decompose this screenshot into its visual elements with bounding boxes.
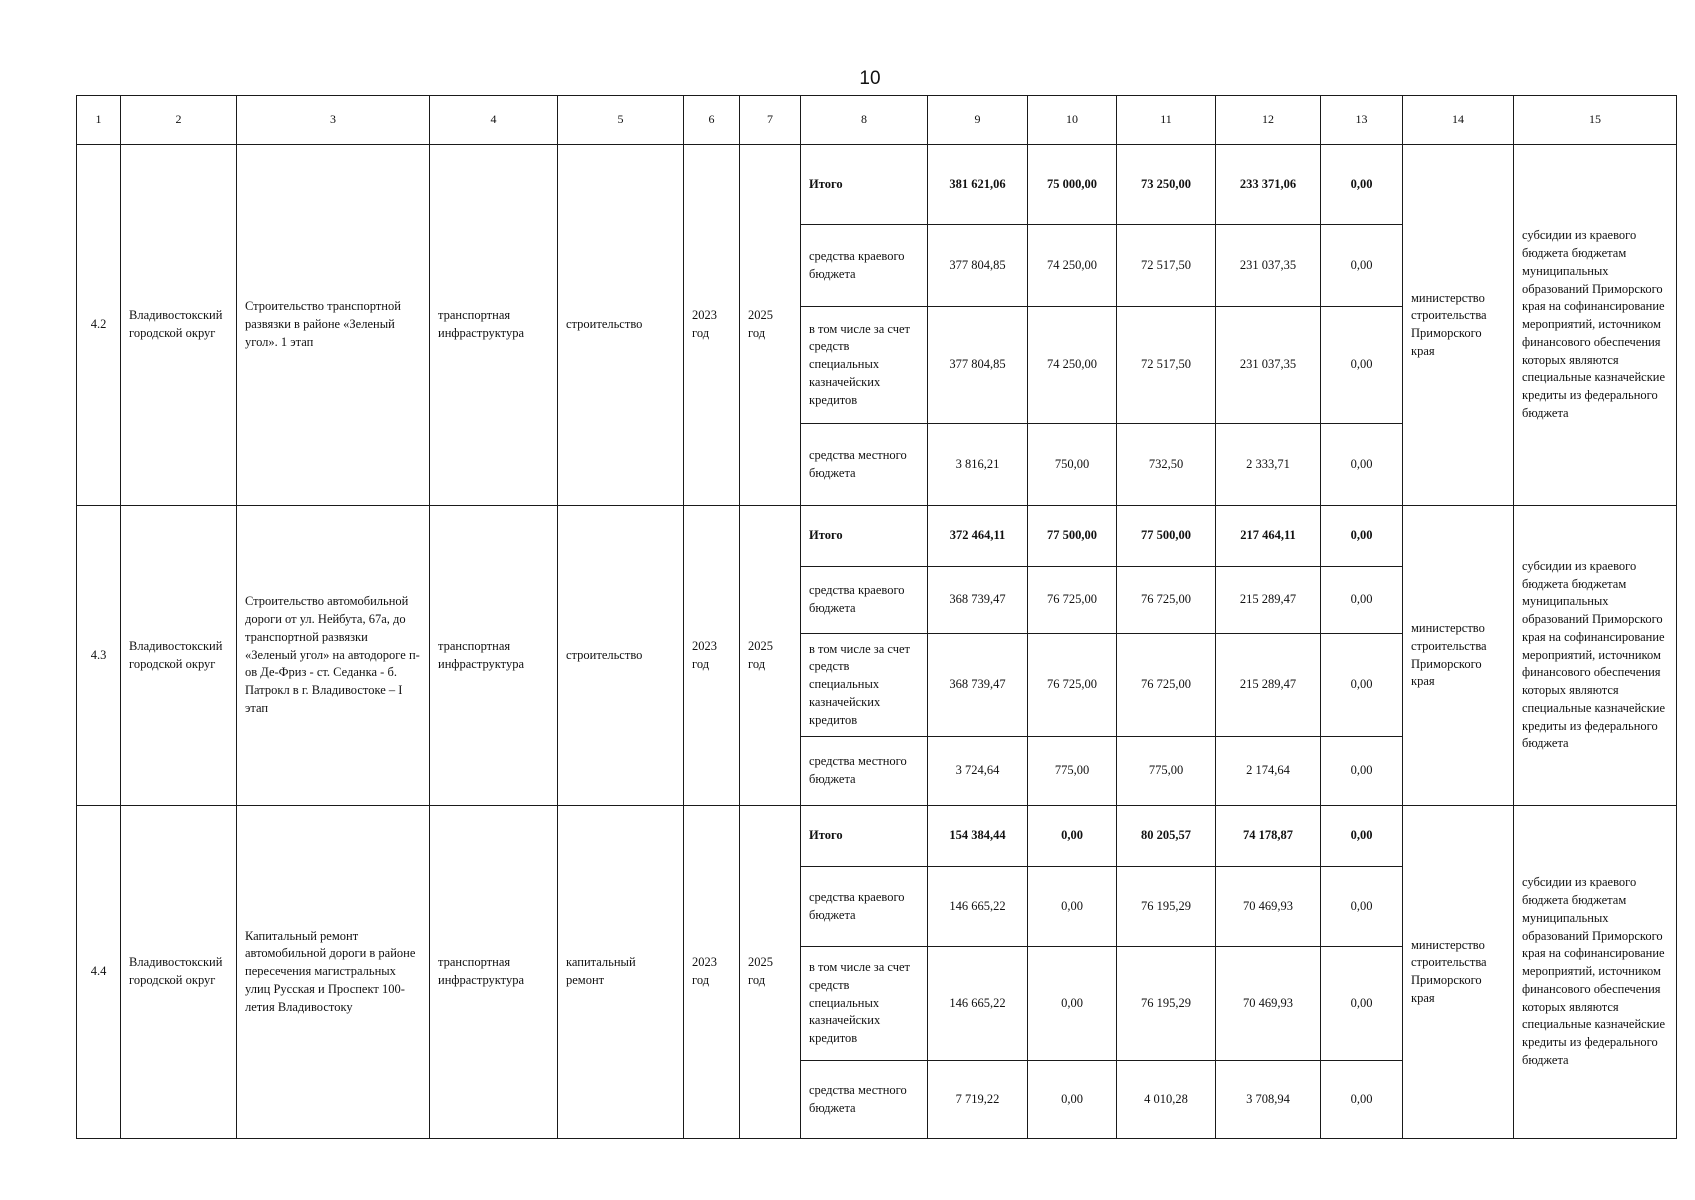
municipality: Владивостокский городской округ [121, 145, 237, 506]
funding-source: средства местного бюджета [801, 737, 928, 806]
funding-note: субсидии из краевого бюджета бюджетам муниципальных образований Приморского края на софинансирование мероприятий, источником финансового обеспечения которых являются специальные казначейские кредиты из федерального бюджета [1514, 806, 1677, 1139]
amount-col11: 76 725,00 [1117, 634, 1216, 737]
start-year: 2023 год [684, 806, 740, 1139]
amount-col12: 70 469,93 [1216, 947, 1321, 1061]
amount-col12: 217 464,11 [1216, 506, 1321, 567]
amount-col11: 73 250,00 [1117, 145, 1216, 225]
table-row [77, 145, 1677, 225]
amount-col11: 76 725,00 [1117, 567, 1216, 634]
work-type: строительство [558, 506, 684, 806]
column-header: 14 [1403, 96, 1514, 145]
start-year: 2023 год [684, 506, 740, 806]
amount-col13: 0,00 [1321, 1061, 1403, 1139]
responsible-body: министерство строительства Приморского края [1403, 806, 1514, 1139]
responsible-body: министерство строительства Приморского края [1403, 506, 1514, 806]
end-year: 2025 год [740, 506, 801, 806]
total-amount: 372 464,11 [928, 506, 1028, 567]
total-amount: 3 816,21 [928, 424, 1028, 506]
category: транспортная инфраструктура [430, 145, 558, 506]
total-amount: 377 804,85 [928, 307, 1028, 424]
amount-col10: 77 500,00 [1028, 506, 1117, 567]
amount-col10: 76 725,00 [1028, 567, 1117, 634]
funding-source: средства местного бюджета [801, 424, 928, 506]
total-amount: 154 384,44 [928, 806, 1028, 867]
column-header: 7 [740, 96, 801, 145]
column-header: 2 [121, 96, 237, 145]
amount-col11: 80 205,57 [1117, 806, 1216, 867]
funding-source: в том числе за счет средств специальных казначейских кредитов [801, 307, 928, 424]
total-amount: 3 724,64 [928, 737, 1028, 806]
amount-col13: 0,00 [1321, 567, 1403, 634]
amount-col13: 0,00 [1321, 634, 1403, 737]
column-header: 12 [1216, 96, 1321, 145]
funding-source: Итого [801, 806, 928, 867]
municipality: Владивостокский городской округ [121, 506, 237, 806]
amount-col10: 0,00 [1028, 947, 1117, 1061]
funding-source: в том числе за счет средств специальных казначейских кредитов [801, 634, 928, 737]
column-header: 3 [237, 96, 430, 145]
amount-col13: 0,00 [1321, 806, 1403, 867]
project-name: Капитальный ремонт автомобильной дороги в районе пересечения магистральных улиц Русская и Проспект 100-летия Владивостоку [237, 806, 430, 1139]
funding-source: средства краевого бюджета [801, 225, 928, 307]
total-amount: 146 665,22 [928, 947, 1028, 1061]
column-header: 8 [801, 96, 928, 145]
amount-col13: 0,00 [1321, 307, 1403, 424]
amount-col10: 74 250,00 [1028, 225, 1117, 307]
total-amount: 377 804,85 [928, 225, 1028, 307]
amount-col13: 0,00 [1321, 737, 1403, 806]
category: транспортная инфраструктура [430, 506, 558, 806]
amount-col13: 0,00 [1321, 947, 1403, 1061]
amount-col11: 732,50 [1117, 424, 1216, 506]
amount-col13: 0,00 [1321, 225, 1403, 307]
column-header: 15 [1514, 96, 1677, 145]
funding-note: субсидии из краевого бюджета бюджетам муниципальных образований Приморского края на софинансирование мероприятий, источником финансового обеспечения которых являются специальные казначейские кредиты из федерального бюджета [1514, 145, 1677, 506]
item-number: 4.4 [77, 806, 121, 1139]
project-name: Строительство автомобильной дороги от ул. Нейбута, 67а, до транспортной развязки «Зеленый угол» на автодороге п-ов Де-Фриз - ст. Седанка - б. Патрокл в г. Владивостоке – I этап [237, 506, 430, 806]
amount-col12: 70 469,93 [1216, 867, 1321, 947]
page-number: 10 [859, 68, 881, 89]
work-type: капитальный ремонт [558, 806, 684, 1139]
amount-col11: 775,00 [1117, 737, 1216, 806]
amount-col10: 76 725,00 [1028, 634, 1117, 737]
amount-col13: 0,00 [1321, 145, 1403, 225]
column-header: 13 [1321, 96, 1403, 145]
amount-col12: 3 708,94 [1216, 1061, 1321, 1139]
amount-col12: 231 037,35 [1216, 307, 1321, 424]
item-number: 4.2 [77, 145, 121, 506]
category: транспортная инфраструктура [430, 806, 558, 1139]
funding-source: средства местного бюджета [801, 1061, 928, 1139]
end-year: 2025 год [740, 806, 801, 1139]
amount-col11: 76 195,29 [1117, 867, 1216, 947]
amount-col13: 0,00 [1321, 506, 1403, 567]
program-table [76, 95, 1677, 1139]
end-year: 2025 год [740, 145, 801, 506]
column-header: 9 [928, 96, 1028, 145]
amount-col10: 0,00 [1028, 806, 1117, 867]
amount-col12: 74 178,87 [1216, 806, 1321, 867]
amount-col11: 72 517,50 [1117, 307, 1216, 424]
amount-col12: 215 289,47 [1216, 634, 1321, 737]
amount-col10: 74 250,00 [1028, 307, 1117, 424]
responsible-body: министерство строительства Приморского края [1403, 145, 1514, 506]
funding-source: в том числе за счет средств специальных казначейских кредитов [801, 947, 928, 1061]
item-number: 4.3 [77, 506, 121, 806]
amount-col11: 4 010,28 [1117, 1061, 1216, 1139]
funding-source: Итого [801, 145, 928, 225]
column-header: 11 [1117, 96, 1216, 145]
total-amount: 368 739,47 [928, 634, 1028, 737]
amount-col12: 2 333,71 [1216, 424, 1321, 506]
column-header: 5 [558, 96, 684, 145]
amount-col10: 775,00 [1028, 737, 1117, 806]
funding-note: субсидии из краевого бюджета бюджетам муниципальных образований Приморского края на софинансирование мероприятий, источником финансового обеспечения которых являются специальные казначейские кредиты из федерального бюджета [1514, 506, 1677, 806]
funding-source: Итого [801, 506, 928, 567]
start-year: 2023 год [684, 145, 740, 506]
total-amount: 146 665,22 [928, 867, 1028, 947]
amount-col12: 215 289,47 [1216, 567, 1321, 634]
column-header: 1 [77, 96, 121, 145]
table-row [77, 806, 1677, 867]
table-row [77, 506, 1677, 567]
amount-col13: 0,00 [1321, 867, 1403, 947]
project-name: Строительство транспортной развязки в районе «Зеленый угол». 1 этап [237, 145, 430, 506]
funding-source: средства краевого бюджета [801, 867, 928, 947]
amount-col12: 2 174,64 [1216, 737, 1321, 806]
column-header: 4 [430, 96, 558, 145]
municipality: Владивостокский городской округ [121, 806, 237, 1139]
total-amount: 368 739,47 [928, 567, 1028, 634]
amount-col10: 0,00 [1028, 867, 1117, 947]
amount-col10: 0,00 [1028, 1061, 1117, 1139]
amount-col12: 231 037,35 [1216, 225, 1321, 307]
amount-col12: 233 371,06 [1216, 145, 1321, 225]
amount-col11: 72 517,50 [1117, 225, 1216, 307]
column-header: 6 [684, 96, 740, 145]
column-header: 10 [1028, 96, 1117, 145]
amount-col11: 76 195,29 [1117, 947, 1216, 1061]
amount-col13: 0,00 [1321, 424, 1403, 506]
amount-col10: 75 000,00 [1028, 145, 1117, 225]
work-type: строительство [558, 145, 684, 506]
amount-col10: 750,00 [1028, 424, 1117, 506]
funding-source: средства краевого бюджета [801, 567, 928, 634]
column-number-row [77, 96, 1677, 145]
total-amount: 7 719,22 [928, 1061, 1028, 1139]
total-amount: 381 621,06 [928, 145, 1028, 225]
amount-col11: 77 500,00 [1117, 506, 1216, 567]
